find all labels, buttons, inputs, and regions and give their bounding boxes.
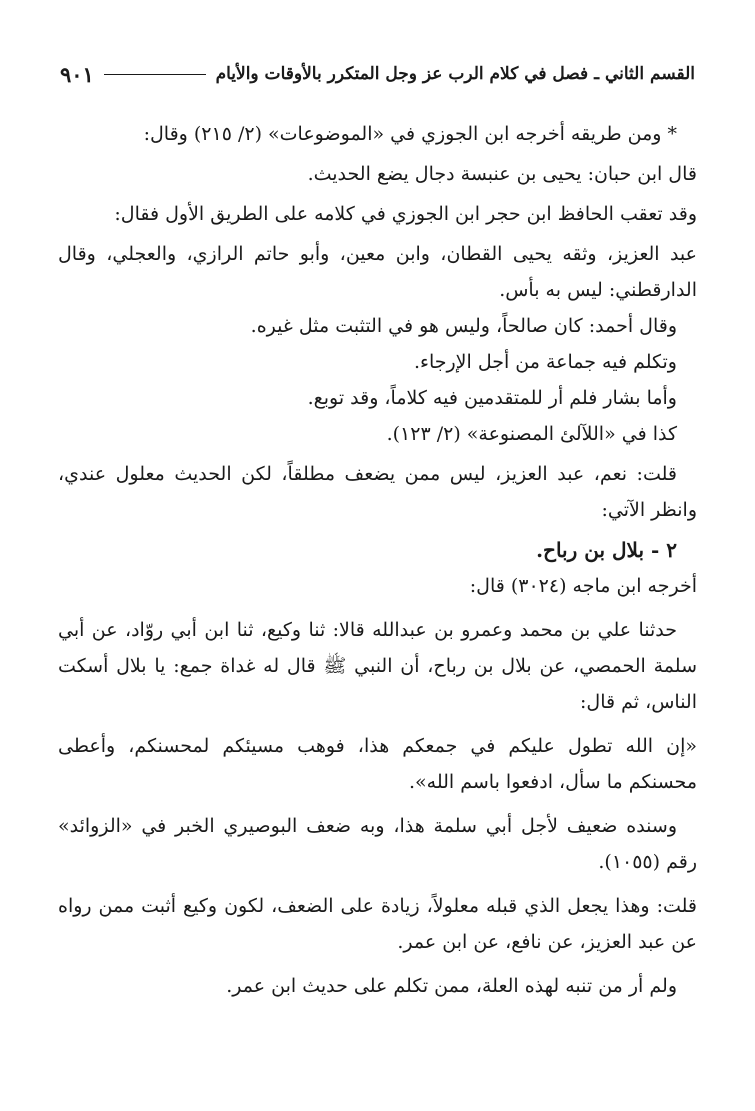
paragraph-5: وقال أحمد: كان صالحاً، وليس هو في التثبت مثل غيره. bbox=[250, 315, 677, 337]
paragraph-1: * ومن طريقه أخرجه ابن الجوزي في «الموضوعات» (٢/ ٢١٥) وقال: bbox=[143, 123, 677, 145]
paragraph-4: عبد العزيز، وثقه يحيى القطان، وابن معين، وأبو حاتم الرازي، والعجلي، وقال الدارقطني: ليس به بأس. bbox=[58, 243, 697, 301]
running-header bbox=[60, 56, 695, 92]
paragraph-14: ولم أر من تنبه لهذه العلة، ممن تكلم على حديث ابن عمر. bbox=[226, 975, 677, 997]
page-number: ٩٠١ bbox=[60, 61, 94, 87]
paragraph-2: قال ابن حبان: يحيى بن عنبسة دجال يضع الحديث. bbox=[307, 163, 697, 185]
paragraph-7: وأما بشار فلم أر للمتقدمين فيه كلاماً، وقد توبع. bbox=[307, 387, 677, 409]
paragraph-9: قلت: نعم، عبد العزيز، ليس ممن يضعف مطلقاً، لكن الحديث معلول عندي، وانظر الآتي: bbox=[58, 463, 697, 521]
paragraph-10: أخرجه ابن ماجه (٣٠٢٤) قال: bbox=[469, 575, 697, 597]
page-body bbox=[58, 116, 697, 1004]
paragraph-8: كذا في «اللآلئ المصنوعة» (٢/ ١٢٣). bbox=[386, 423, 677, 445]
paragraph-6: وتكلم فيه جماعة من أجل الإرجاء. bbox=[414, 351, 677, 373]
paragraph-11: حدثنا علي بن محمد وعمرو بن عبدالله قالا: ثنا وكيع، ثنا ابن أبي روّاد، عن أبي سلمة الحمصي، عن بلال بن رباح، أن النبي ﷺ قال له غداة جمع: يا بلال أسكت الناس، ثم قال: bbox=[58, 619, 697, 713]
section-heading: ٢ - بلال بن رباح. bbox=[536, 538, 677, 562]
hadith-text: «إن الله تطول عليكم في جمعكم هذا، فوهب مسيئكم لمحسنكم، وأعطى محسنكم ما سأل، ادفعوا باسم الله». bbox=[58, 735, 697, 793]
paragraph-3: وقد تعقب الحافظ ابن حجر ابن الجوزي في كلامه على الطريق الأول فقال: bbox=[114, 203, 697, 225]
header-title: القسم الثاني ـ فصل في كلام الرب عز وجل المتكرر بالأوقات والأيام bbox=[215, 64, 695, 84]
paragraph-13: قلت: وهذا يجعل الذي قبله معلولاً، زيادة على الضعف، لكون وكيع أثبت ممن رواه عن عبد العزيز، عن نافع، عن ابن عمر. bbox=[58, 895, 697, 953]
paragraph-12: وسنده ضعيف لأجل أبي سلمة هذا، وبه ضعف البوصيري الخبر في «الزوائد» رقم (١٠٥٥). bbox=[58, 815, 697, 873]
header-rule bbox=[104, 74, 206, 75]
